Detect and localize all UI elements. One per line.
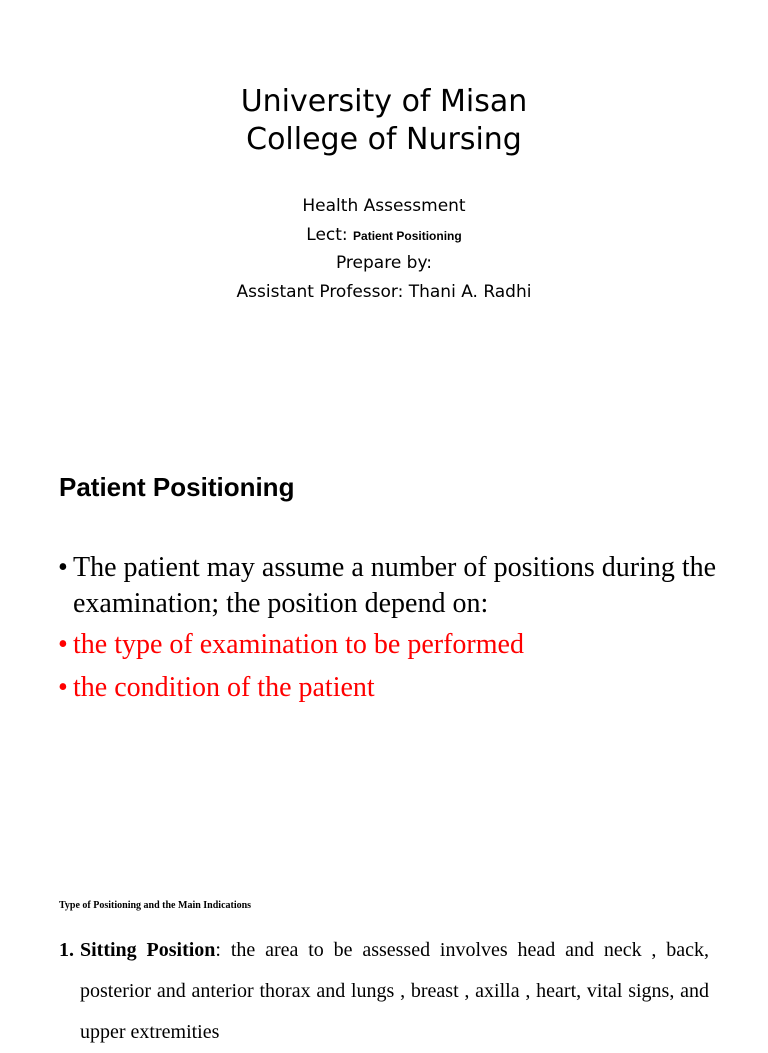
prepared-by-label: Prepare by: <box>335 253 433 273</box>
item-term: Sitting Position <box>80 939 216 961</box>
item-text: : the area to be assessed involves head and neck , back, posterior and anterior thorax and lungs , breast , axilla , heart, vital signs, and upper extremities <box>80 939 710 1043</box>
bullet-icon: • <box>58 629 68 660</box>
course-name: Health Assessment <box>302 196 466 216</box>
bullet-icon: • <box>58 552 68 583</box>
title-slide <box>0 0 768 384</box>
bullet-text: the type of examination to be performed <box>73 629 524 660</box>
author-name: Assistant Professor: Thani A. Radhi <box>236 282 532 302</box>
positioning-types-slide <box>0 880 768 1043</box>
lecture-label: Lect: <box>306 225 354 245</box>
item-body <box>59 930 709 1053</box>
bullet-text: The patient may assume a number of positions during the examination; the position depend on: <box>73 552 717 619</box>
list-item <box>59 930 709 1053</box>
lecture-line <box>0 223 768 248</box>
positioning-slide <box>0 448 768 838</box>
bullet-item <box>58 627 738 663</box>
bullet-item <box>58 670 738 706</box>
college-name: College of Nursing <box>246 122 522 157</box>
lecture-topic: Patient Positioning <box>353 229 462 243</box>
slide-heading: Patient Positioning <box>59 472 295 502</box>
bullet-icon: • <box>58 672 68 703</box>
item-number: 1. <box>59 939 74 961</box>
bullet-text: the condition of the patient <box>73 672 375 703</box>
slide-heading: Type of Positioning and the Main Indications <box>59 900 252 911</box>
university-name: University of Misan <box>240 84 528 119</box>
bullet-item <box>58 550 738 622</box>
